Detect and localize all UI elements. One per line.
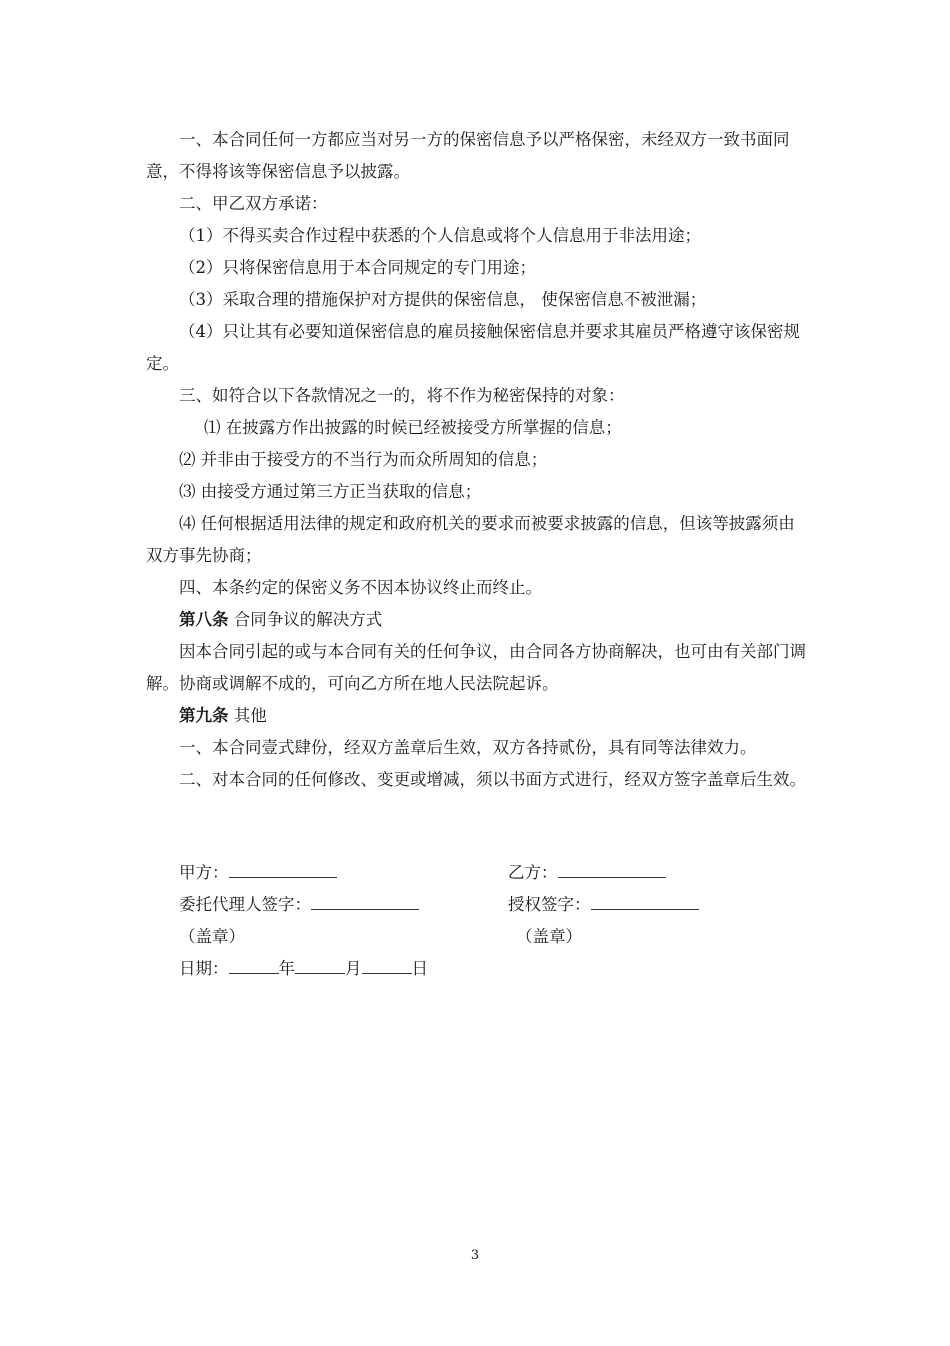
party-b-blank[interactable] [558, 857, 666, 878]
confidentiality-clause-4: 四、本条约定的保密义务不因本协议终止而终止。 [179, 578, 542, 597]
article-8-heading [146, 604, 806, 636]
article-8-body: 因本合同引起的或与本合同有关的任何争议，由合同各方协商解决，也可由有关部门调解。协商或调解不成的，可向乙方所在地人民法院起诉。 [146, 642, 806, 693]
commitment-item-4: （4）只让其有必要知道保密信息的雇员接触保密信息并要求其雇员严格遵守该保密规定。 [146, 322, 800, 373]
article-8-number: 第八条 [179, 610, 229, 629]
agent-sign-blank[interactable] [311, 889, 419, 910]
party-a-line [179, 857, 337, 889]
day-label: 日 [411, 959, 428, 978]
year-label: 年 [278, 959, 295, 978]
article-9-title: 其他 [228, 706, 267, 725]
exception-item-3: ⑶ 由接受方通过第三方正当获取的信息； [179, 482, 482, 501]
party-b-label: 乙方： [508, 863, 558, 882]
party-b-line [508, 857, 666, 889]
auth-sign-label: 授权签字： [508, 895, 591, 914]
article-9-number: 第九条 [179, 706, 229, 725]
auth-sign-blank[interactable] [591, 889, 699, 910]
contract-body [146, 124, 806, 796]
month-label: 月 [345, 959, 362, 978]
commitment-item-3: （3）采取合理的措施保护对方提供的保密信息， 使保密信息不被泄漏； [179, 290, 707, 309]
confidentiality-clause-2: 二、甲乙双方承诺： [179, 194, 328, 213]
article-9-heading [146, 700, 806, 732]
exception-item-2: ⑵ 并非由于接受方的不当行为而众所周知的信息； [179, 450, 548, 469]
confidentiality-clause-1: 一、本合同任何一方都应当对另一方的保密信息予以严格保密，未经双方一致书面同意，不得将该等保密信息予以披露。 [146, 130, 790, 181]
agent-sign-line [179, 889, 419, 921]
article-8-title: 合同争议的解决方式 [228, 610, 383, 629]
article-9-item-1: 一、本合同壹式肆份，经双方盖章后生效，双方各持贰份，具有同等法律效力。 [179, 738, 757, 757]
confidentiality-clause-3: 三、如符合以下各款情况之一的，将不作为秘密保持的对象： [179, 386, 625, 405]
party-a-blank[interactable] [229, 857, 337, 878]
commitment-item-1: （1）不得买卖合作过程中获悉的个人信息或将个人信息用于非法用途； [179, 226, 701, 245]
page-number: 3 [470, 1248, 480, 1263]
seal-b-label: （盖章） [516, 927, 582, 946]
date-line [179, 953, 428, 985]
seal-a-label: （盖章） [179, 927, 245, 946]
date-label: 日期： [179, 959, 229, 978]
exception-item-4: ⑷ 任何根据适用法律的规定和政府机关的要求而被要求披露的信息，但该等披露须由双方事先协商； [146, 514, 795, 565]
year-blank[interactable] [229, 953, 279, 974]
agent-sign-label: 委托代理人签字： [179, 895, 311, 914]
auth-sign-line [508, 889, 699, 921]
month-blank[interactable] [295, 953, 345, 974]
commitment-item-2: （2）只将保密信息用于本合同规定的专门用途； [179, 258, 536, 277]
day-blank[interactable] [362, 953, 412, 974]
article-9-item-2: 二、对本合同的任何修改、变更或增减，须以书面方式进行，经双方签字盖章后生效。 [179, 770, 806, 789]
exception-item-1: ⑴ 在披露方作出披露的时候已经被接受方所掌握的信息； [204, 418, 622, 437]
party-a-label: 甲方： [179, 863, 229, 882]
